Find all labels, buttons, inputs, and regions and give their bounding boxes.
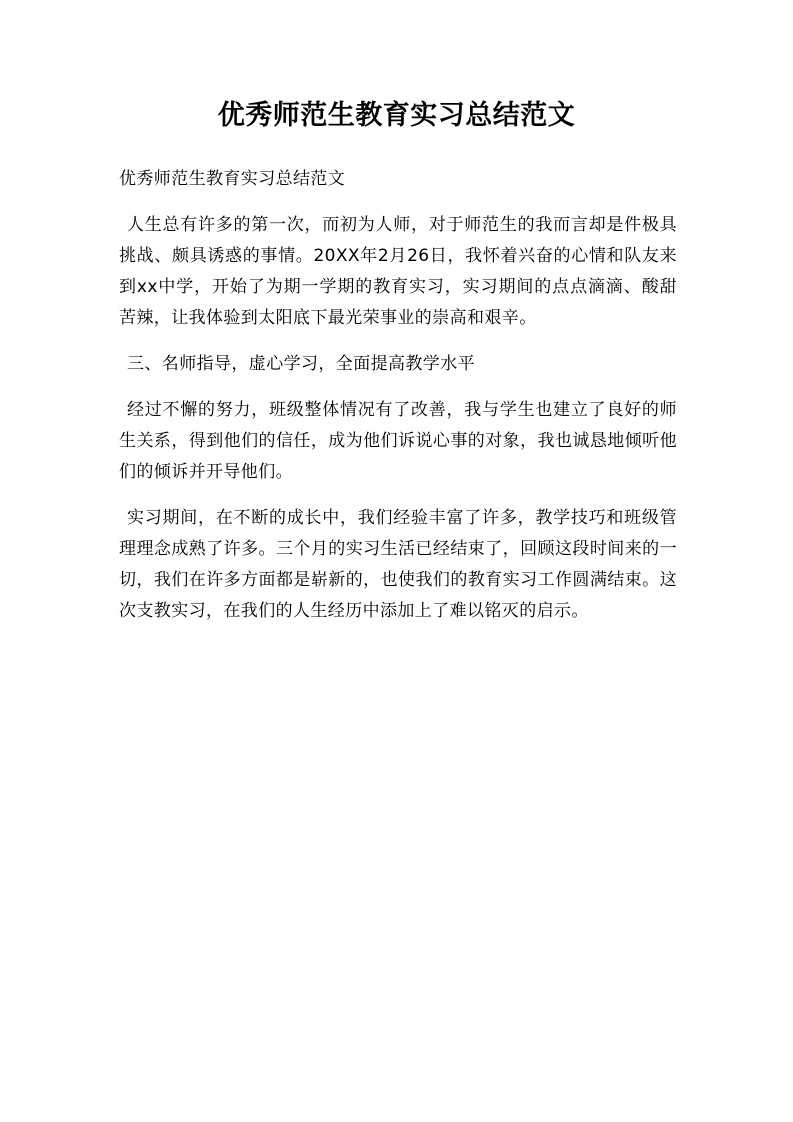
- section-heading: 三、名师指导，虚心学习，全面提高教学水平: [127, 354, 475, 374]
- document-title: 优秀师范生教育实习总结范文: [217, 100, 576, 131]
- paragraph-intro: 人生总有许多的第一次，而初为人师，对于师范生的我而言却是件极具挑战、颇具诱惑的事情。20XX年2月26日，我怀着兴奋的心情和队友来到xx中学，开始了为期一学期的教育实习，实习期间的点点滴滴、酸甜苦辣，让我体验到太阳底下最光荣事业的崇高和艰辛。: [119, 215, 677, 328]
- paragraph-subtitle: 优秀师范生教育实习总结范文: [119, 169, 346, 189]
- document-body: [119, 164, 677, 642]
- paragraph-progress: 经过不懈的努力，班级整体情况有了改善，我与学生也建立了良好的师生关系，得到他们的信任，成为他们诉说心事的对象，我也诚恳地倾听他们的倾诉并开导他们。: [119, 400, 677, 482]
- paragraph-conclusion: 实习期间，在不断的成长中，我们经验丰富了许多，教学技巧和班级管理理念成熟了许多。三个月的实习生活已经结束了，回顾这段时间来的一切，我们在许多方面都是崭新的，也使我们的教育实习工作圆满结束。这次支教实习，在我们的人生经历中添加上了难以铭灭的启示。: [119, 508, 677, 621]
